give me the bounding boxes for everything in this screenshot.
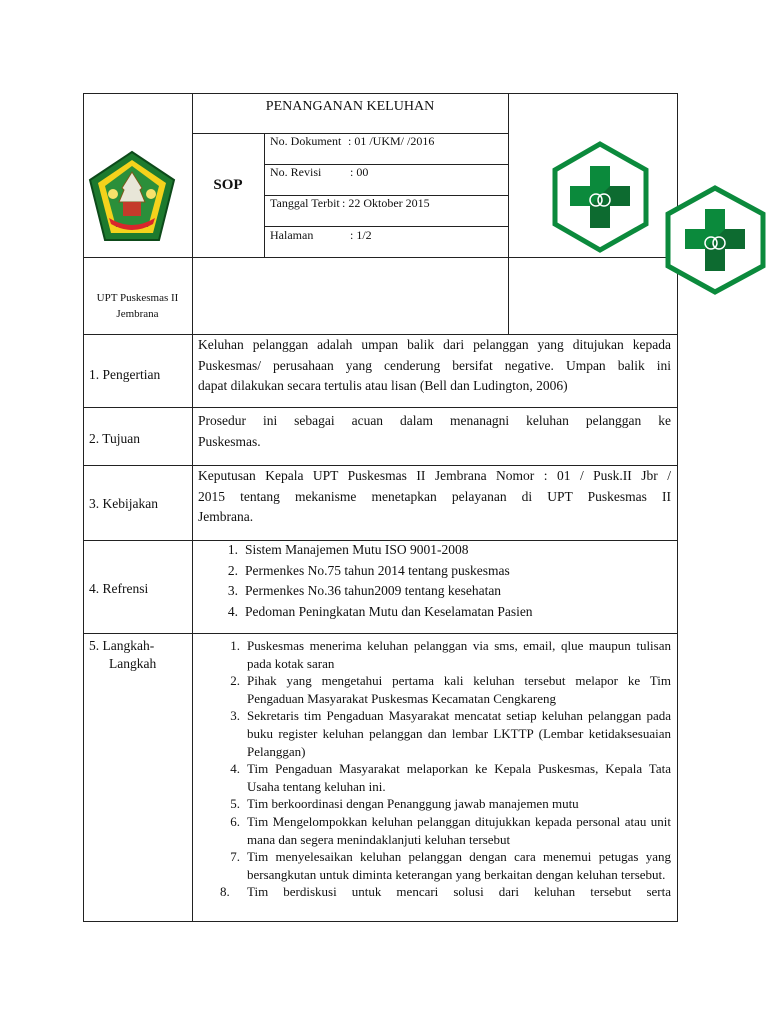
list-text: Permenkes No.75 tahun 2014 tentang puskesmas: [245, 562, 510, 578]
section-content-refrensi: [218, 540, 638, 622]
section-label-tujuan: 2. Tujuan: [89, 431, 141, 446]
list-item: [220, 760, 671, 795]
list-text: Sistem Manajemen Mutu ISO 9001-2008: [245, 542, 469, 557]
list-text: Pedoman Peningkatan Mutu dan Keselamatan Pasien: [245, 603, 533, 619]
field-label-revision: No. Revisi: [270, 165, 322, 179]
paragraph-line: Puskesmas/ perusahaan yang cenderung bersifat negative. Umpan balik ini: [198, 357, 671, 373]
list-item: [220, 848, 671, 883]
table-border-bottom: [83, 921, 678, 922]
paragraph-line: Keputusan Kepala UPT Puskesmas II Jembrana Nomor : 01 / Pusk.II Jbr /: [198, 468, 671, 483]
list-item: [218, 602, 638, 623]
list-item: [220, 883, 671, 901]
table-border-top: [83, 93, 678, 94]
section-divider: [83, 633, 678, 634]
document-title: PENANGANAN KELUHAN: [265, 99, 435, 114]
sop-label: SOP: [213, 177, 243, 193]
list-text: Pihak yang mengetahui pertama kali keluhan tersebut melapor ke Tim Pengaduan Masyarakat Puskesmas Kecamatan Cengkareng: [247, 673, 671, 706]
list-item: [218, 561, 638, 582]
list-text: Tim berdiskusi untuk mencari solusi dari keluhan tersebut serta: [247, 884, 671, 900]
org-name-line1: UPT Puskesmas II: [96, 292, 179, 304]
field-label-page: Halaman: [270, 228, 314, 242]
list-text: Sekretaris tim Pengaduan Masyarakat mencatat setiap keluhan pelanggan pada buku register keluhan pelanggan dan lembar LKTTP (Lembar ketidaksesuaian Pelanggan): [247, 708, 671, 759]
list-number: 3.: [230, 708, 240, 724]
section-label-pengertian: 1. Pengertian: [89, 367, 161, 382]
section-label-kebijakan: 3. Kebijakan: [89, 496, 158, 511]
list-number: 2.: [227, 562, 238, 578]
list-text: Puskesmas menerima keluhan pelanggan via sms, email, qlue maupun tulisan pada kotak saran: [247, 638, 671, 671]
section-divider: [83, 407, 678, 408]
field-value-revision: : 00: [350, 165, 369, 179]
table-border-left: [83, 93, 84, 922]
list-item: [220, 672, 671, 707]
list-number: 6.: [230, 813, 240, 829]
list-text: Permenkes No.36 tahun2009 tentang kesehatan: [245, 583, 502, 598]
list-number: 2.: [230, 673, 240, 689]
reference-list: [218, 540, 638, 622]
paragraph-line: Jembrana.: [198, 509, 254, 524]
paragraph-line: Puskesmas.: [198, 433, 261, 449]
field-row-divider: [264, 226, 509, 227]
field-value-doc-number: : 01 /UKM/ /2016: [348, 134, 435, 148]
list-item: [220, 813, 671, 848]
paragraph-line: Prosedur ini sebagai acuan dalam menanagni keluhan pelanggan ke: [198, 413, 671, 428]
list-item: [218, 581, 638, 602]
section-label-langkah: [89, 637, 156, 673]
paragraph-line: Keluhan pelanggan adalah umpan balik dari pelanggan yang ditujukan kepada: [198, 337, 671, 352]
list-number: 4.: [230, 761, 240, 777]
puskesmas-logo: [548, 140, 653, 255]
steps-list: [220, 637, 671, 901]
list-item: [220, 795, 671, 813]
field-value-page: : 1/2: [350, 228, 372, 242]
puskesmas-logo-secondary: [663, 185, 768, 295]
section-content-tujuan: [198, 411, 671, 452]
list-text: Tim menyelesaikan keluhan pelanggan dengan cara menemui petugas yang bersangkutan untuk diminta keterangan yang berkaitan dengan keluhan tersebut.: [247, 849, 671, 882]
list-number: 1.: [230, 638, 240, 653]
list-number: 8.: [220, 884, 230, 900]
jembrana-crest-logo: [87, 150, 177, 245]
list-number: 3.: [227, 583, 238, 598]
field-value-issue-date: : 22 Oktober 2015: [342, 196, 430, 210]
label-column-divider: [192, 93, 193, 922]
list-text: Tim Pengaduan Masyarakat melaporkan ke Kepala Puskesmas, Kepala Tata Usaha tentang keluhan ini.: [247, 761, 671, 794]
section-label-refrensi: 4. Refrensi: [89, 581, 149, 596]
list-item: [220, 707, 671, 760]
list-number: 7.: [230, 849, 240, 865]
list-text: Tim berkoordinasi dengan Penanggung jawab manajemen mutu: [247, 796, 579, 812]
list-item: [220, 637, 671, 672]
section-content-langkah: [220, 637, 671, 920]
org-name: [84, 290, 191, 322]
list-number: 1.: [227, 542, 238, 557]
list-number: 5.: [230, 796, 240, 812]
org-name-line2: Jembrana: [116, 308, 159, 320]
field-label-doc-number: No. Dokument: [270, 134, 342, 148]
logo-column-divider: [508, 93, 509, 334]
list-number: 4.: [227, 603, 238, 619]
section-label-line: Langkah: [109, 656, 157, 671]
field-label-issue-date: Tanggal Terbit: [270, 196, 340, 210]
header-bottom-divider: [83, 257, 678, 258]
section-content-kebijakan: [198, 466, 671, 528]
section-content-pengertian: [198, 335, 671, 397]
list-item: [218, 540, 638, 561]
list-text: Tim Mengelompokkan keluhan pelanggan ditujukkan kepada personal atau unit mana dan segera menindaklanjuti keluhan tersebut: [247, 813, 671, 847]
section-label-line: 5. Langkah-: [89, 638, 155, 653]
paragraph-line: 2015 tentang mekanisme menetapkan pelayanan di UPT Puskesmas II: [198, 488, 671, 504]
paragraph-line: dapat dilakukan secara tertulis atau lisan (Bell dan Ludington, 2006): [198, 378, 568, 393]
